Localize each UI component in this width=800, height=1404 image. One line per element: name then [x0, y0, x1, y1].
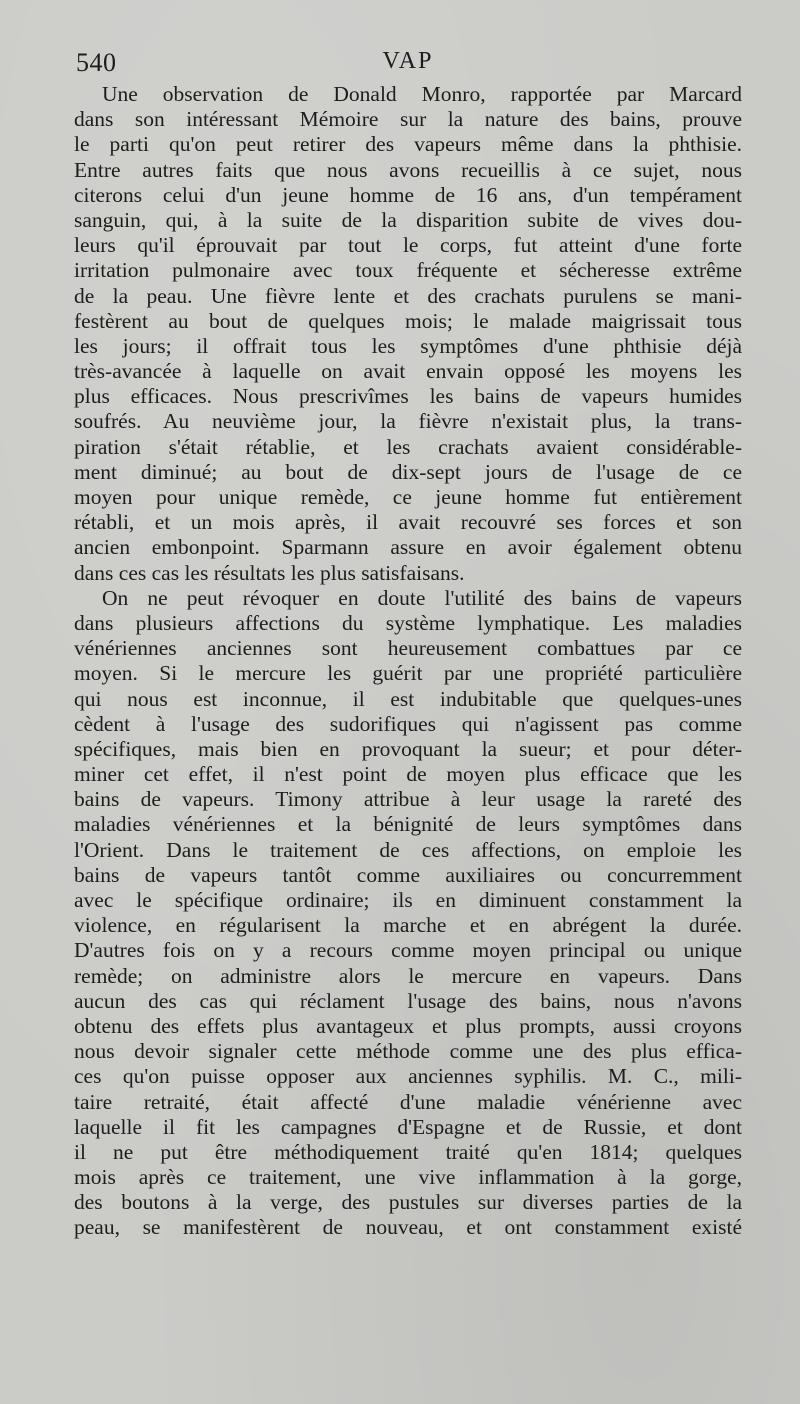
text-line: festèrent au bout de quelques mois; le malade maigrissait tous — [74, 308, 742, 333]
text-line: vénériennes anciennes sont heureusement combattues par ce — [74, 636, 742, 661]
text-line: ment diminué; au bout de dix-sept jours de l'usage de ce — [74, 459, 742, 484]
text-line: le parti qu'on peut retirer des vapeurs même dans la phthisie. — [74, 132, 742, 157]
text-line: sanguin, qui, à la suite de la disparition subite de vives dou- — [74, 207, 742, 232]
text-line: dans ces cas les résultats les plus satisfaisans. — [74, 560, 465, 585]
text-line: les jours; il offrait tous les symptômes d'une phthisie déjà — [74, 333, 742, 358]
text-line: avec le spécifique ordinaire; ils en diminuent constamment la — [74, 888, 742, 912]
text-line: laquelle il fit les campagnes d'Espagne et de Russie, et dont — [74, 1114, 742, 1139]
text-line: l'Orient. Dans le traitement de ces affections, on emploie les — [74, 837, 742, 862]
text-line: taire retraité, était affecté d'une maladie vénérienne avec — [74, 1089, 742, 1114]
text-line: mois après ce traitement, une vive inflammation à la gorge, — [74, 1165, 742, 1190]
text-line: On ne peut révoquer en doute l'utilité des bains de vapeurs — [102, 585, 742, 610]
text-line: très-avancée à laquelle on avait envain opposé les moyens les — [74, 359, 742, 384]
text-line: obtenu des effets plus avantageux et plus prompts, aussi croyons — [74, 1013, 742, 1038]
text-line: ces qu'on puisse opposer aux anciennes syphilis. M. C., mili- — [74, 1064, 742, 1089]
text-line: soufrés. Au neuvième jour, la fièvre n'existait plus, la trans- — [74, 409, 742, 434]
text-line: moyen pour unique remède, ce jeune homme fut entièrement — [74, 485, 742, 509]
text-line: de la peau. Une fièvre lente et des crachats purulens se mani- — [74, 283, 742, 308]
text-line: violence, en régularisent la marche et en abrégent la durée. — [74, 913, 742, 938]
text-line: moyen. Si le mercure les guérit par une propriété particulière — [74, 661, 742, 686]
text-line: leurs qu'il éprouvait par tout le corps, fut atteint d'une forte — [74, 233, 742, 258]
text-line: spécifiques, mais bien en provoquant la sueur; et pour déter- — [74, 736, 742, 761]
text-line: citerons celui d'un jeune homme de 16 ans, d'un tempérament — [74, 182, 742, 207]
text-line: rétabli, et un mois après, il avait recouvré ses forces et son — [74, 510, 742, 535]
text-line: bains de vapeurs tantôt comme auxiliaires ou concurremment — [74, 862, 742, 887]
text-line: aucun des cas qui réclament l'usage des bains, nous n'avons — [74, 988, 742, 1013]
text-line: Entre autres faits que nous avons recueillis à ce sujet, nous — [74, 157, 742, 182]
text-line: piration s'était rétablie, et les crachats avaient considérable- — [74, 434, 742, 459]
text-line: remède; on administre alors le mercure en vapeurs. Dans — [74, 963, 742, 988]
text-line: nous devoir signaler cette méthode comme une des plus effica- — [74, 1039, 742, 1064]
text-line: dans plusieurs affections du système lymphatique. Les maladies — [74, 610, 742, 635]
paragraph — [74, 82, 742, 586]
paragraph — [74, 586, 742, 1241]
running-head: VAP — [382, 48, 434, 74]
text-line: D'autres fois on y a recours comme moyen principal ou unique — [74, 938, 742, 963]
text-line: maladies vénériennes et la bénignité de leurs symptômes dans — [74, 812, 742, 837]
text-line: cèdent à l'usage des sudorifiques qui n'agissent pas comme — [74, 711, 742, 736]
text-line: bains de vapeurs. Timony attribue à leur usage la rareté des — [74, 787, 742, 812]
page-number: 540 — [76, 48, 117, 77]
body-text — [74, 82, 742, 1241]
text-line: Une observation de Donald Monro, rapportée par Marcard — [102, 82, 742, 106]
text-line: plus efficaces. Nous prescrivîmes les bains de vapeurs humides — [74, 384, 742, 409]
page-header — [76, 48, 740, 80]
text-line: peau, se manifestèrent de nouveau, et ont constamment existé — [74, 1215, 742, 1240]
text-line: il ne put être méthodiquement traité qu'en 1814; quelques — [74, 1139, 742, 1164]
text-line: qui nous est inconnue, il est indubitable que quelques-unes — [74, 686, 742, 711]
text-line: des boutons à la verge, des pustules sur diverses parties de la — [74, 1190, 742, 1215]
text-line: irritation pulmonaire avec toux fréquente et sécheresse extrême — [74, 258, 742, 283]
text-line: miner cet effet, il n'est point de moyen plus efficace que les — [74, 762, 742, 787]
text-line: dans son intéressant Mémoire sur la nature des bains, prouve — [74, 107, 742, 132]
text-line: ancien embonpoint. Sparmann assure en avoir également obtenu — [74, 535, 742, 560]
